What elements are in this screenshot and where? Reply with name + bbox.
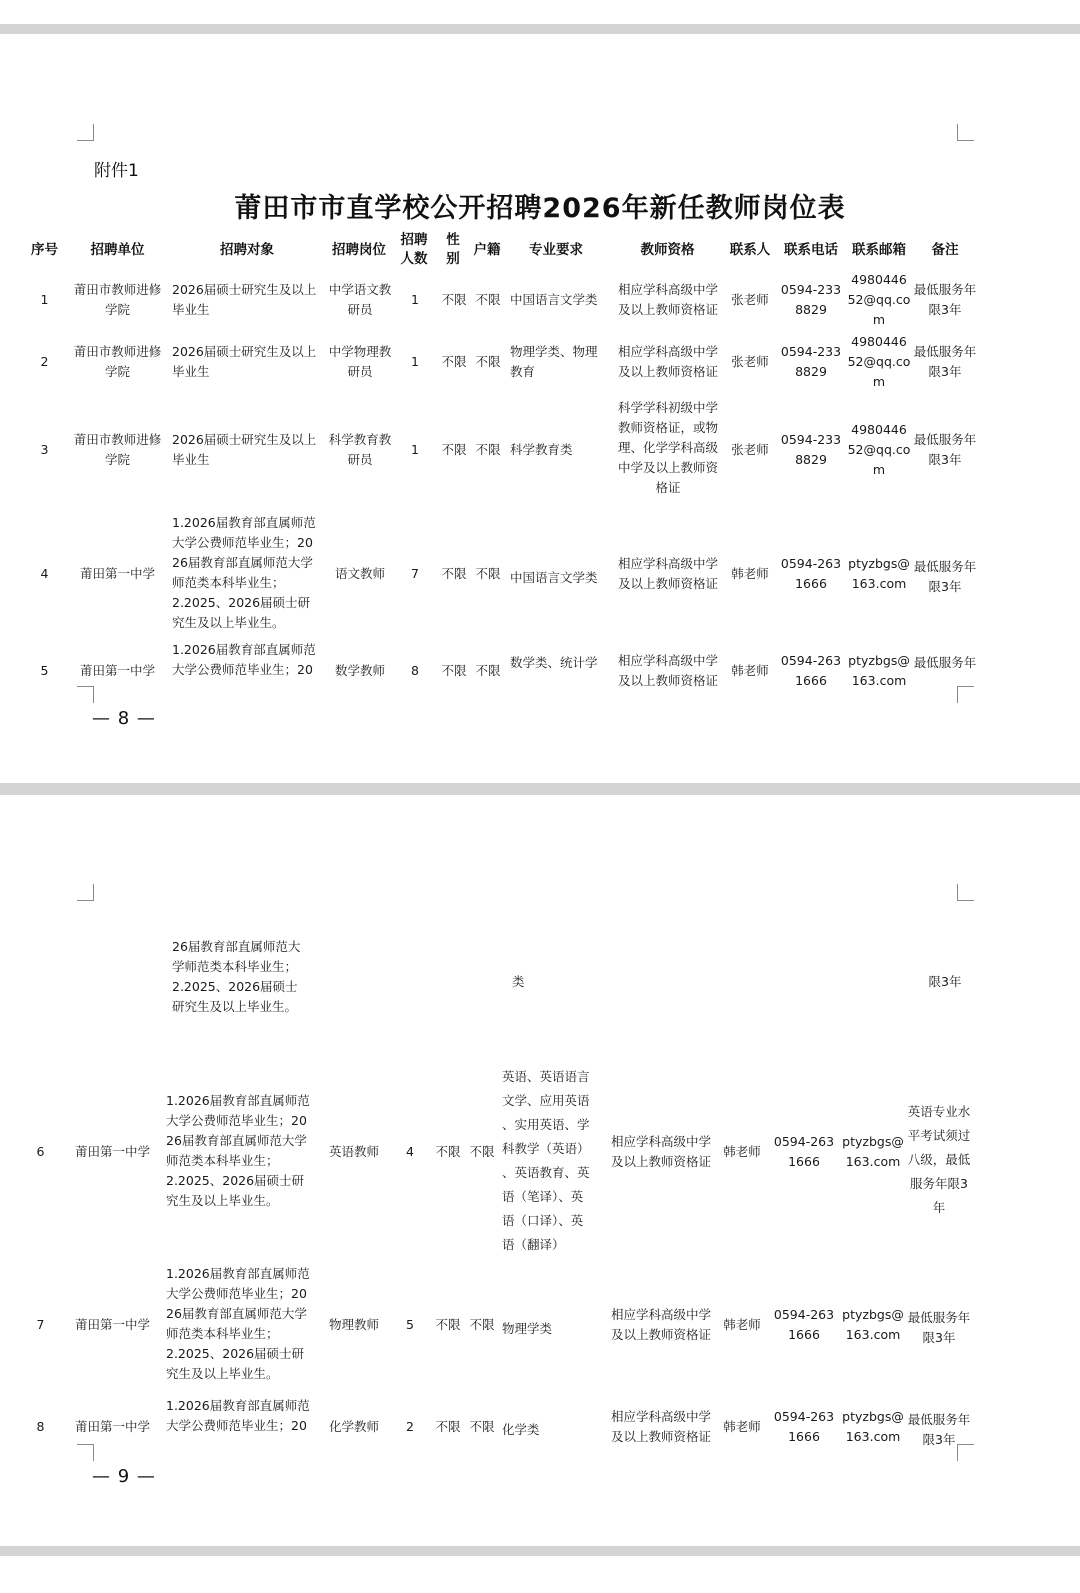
cell-major: 类 — [512, 974, 525, 989]
cell-target: 2026届硕士研究生及以上 毕业生 — [172, 432, 317, 467]
cell-target: 26届教育部直属师范大 学师范类本科毕业生； 2.2025、2026届硕士 研究生及以上毕业生。 — [172, 939, 301, 1014]
cell-major: 中国语言文学类 — [510, 570, 598, 585]
cell-contact: 韩老师 — [723, 1144, 761, 1159]
cell-target: 1.2026届教育部直属师范 大学公费师范毕业生；20 — [172, 642, 316, 677]
cell-email: ptyzbgs@ 163.com — [848, 653, 910, 688]
cell-major: 数学类、统计学 — [510, 655, 598, 670]
cell-gender: 不限 — [441, 566, 467, 581]
cell-seq: 6 — [36, 1144, 45, 1159]
cell-remark: 最低服务年 限3年 — [913, 344, 977, 379]
cell-unit: 莆田第一中学 — [79, 663, 155, 678]
cell-remark: 最低服务年 限3年 — [913, 559, 977, 594]
cell-phone: 0594-263 1666 — [780, 556, 842, 591]
cell-hukou: 不限 — [469, 1144, 495, 1159]
cell-phone: 0594-233 8829 — [780, 282, 842, 317]
header-qual: 教师资格 — [640, 242, 695, 258]
crop-mark-bottom-left — [77, 1444, 94, 1461]
attachment-label: 附件1 — [94, 161, 139, 181]
cell-target: 1.2026届教育部直属师范 大学公费师范毕业生；20 26届教育部直属师范大学 师范类本科毕业生； 2.2025、2026届硕士研 究生及以上毕业生。 — [166, 1093, 310, 1208]
cell-unit: 莆田市教师进修 学院 — [73, 432, 162, 467]
cell-unit: 莆田第一中学 — [74, 1317, 150, 1332]
cell-gender: 不限 — [435, 1317, 461, 1332]
cell-post: 中学物理教 研员 — [328, 344, 392, 379]
cell-hukou: 不限 — [469, 1317, 495, 1332]
cell-hukou: 不限 — [475, 442, 501, 457]
cell-gender: 不限 — [441, 663, 467, 678]
page-gap-bottom — [0, 1546, 1080, 1556]
cell-contact: 张老师 — [731, 442, 769, 457]
cell-email: ptyzbgs@ 163.com — [848, 556, 910, 591]
cell-hukou: 不限 — [475, 354, 501, 369]
header-gender: 性 别 — [446, 232, 460, 267]
cell-phone: 0594-263 1666 — [773, 1134, 835, 1169]
page-gap-middle — [0, 783, 1080, 795]
header-target: 招聘对象 — [220, 242, 274, 258]
cell-gender: 不限 — [441, 442, 467, 457]
cell-post: 数学教师 — [334, 663, 385, 678]
cell-qual: 科学学科初级中学 教师资格证，或物 理、化学学科高级 中学及以上教师资 格证 — [617, 400, 718, 495]
crop-mark-top-right — [957, 884, 974, 901]
cell-count: 8 — [411, 663, 419, 678]
cell-contact: 韩老师 — [731, 566, 769, 581]
cell-count: 7 — [411, 566, 419, 581]
cell-contact: 韩老师 — [723, 1419, 761, 1434]
cell-email: ptyzbgs@ 163.com — [842, 1307, 904, 1342]
cell-qual: 相应学科高级中学 及以上教师资格证 — [610, 1134, 711, 1169]
cell-gender: 不限 — [441, 292, 467, 307]
cell-gender: 不限 — [435, 1144, 461, 1159]
cell-hukou: 不限 — [475, 292, 501, 307]
cell-email: 4980446 52@qq.co m — [847, 422, 911, 477]
cell-count: 1 — [411, 354, 419, 369]
cell-unit: 莆田第一中学 — [79, 566, 155, 581]
cell-qual: 相应学科高级中学 及以上教师资格证 — [617, 344, 718, 379]
cell-gender: 不限 — [441, 354, 467, 369]
cell-target: 2026届硕士研究生及以上 毕业生 — [172, 282, 317, 317]
cell-target: 1.2026届教育部直属师范 大学公费师范毕业生；20 26届教育部直属师范大学 师范类本科毕业生； 2.2025、2026届硕士研 究生及以上毕业生。 — [172, 515, 316, 630]
cell-major: 物理学类、物理 教育 — [510, 344, 598, 379]
cell-remark: 最低服务年 限3年 — [907, 1412, 971, 1447]
cell-gender: 不限 — [435, 1419, 461, 1434]
cell-target: 1.2026届教育部直属师范 大学公费师范毕业生；20 — [166, 1398, 310, 1433]
cell-remark: 最低服务年 限3年 — [907, 1310, 971, 1345]
cell-seq: 1 — [40, 292, 49, 307]
cell-qual: 相应学科高级中学 及以上教师资格证 — [617, 653, 718, 688]
cell-major: 英语、英语语言 文学、应用英语 、实用英语、学 科教学（英语） 、英语教育、英 语（笔译）、英 语（口译）、英 语（翻译） — [502, 1069, 590, 1252]
cell-remark: 限3年 — [928, 974, 962, 989]
cell-count: 5 — [406, 1317, 414, 1332]
cell-major: 化学类 — [502, 1422, 540, 1437]
cell-email: ptyzbgs@ 163.com — [842, 1134, 904, 1169]
cell-seq: 4 — [40, 566, 49, 581]
cell-contact: 韩老师 — [731, 663, 769, 678]
cell-seq: 7 — [36, 1317, 45, 1332]
cell-post: 语文教师 — [334, 566, 385, 581]
cell-post: 中学语文教 研员 — [328, 282, 392, 317]
crop-mark-bottom-right — [957, 686, 974, 703]
page-number: — 9 — — [92, 1466, 156, 1487]
cell-count: 4 — [406, 1144, 414, 1159]
crop-mark-top-left — [77, 124, 94, 141]
crop-mark-top-right — [957, 124, 974, 141]
header-major: 专业要求 — [529, 242, 583, 258]
cell-contact: 张老师 — [731, 354, 769, 369]
cell-count: 1 — [411, 442, 419, 457]
header-seq: 序号 — [31, 242, 58, 258]
cell-email: 4980446 52@qq.co m — [847, 334, 911, 389]
cell-seq: 3 — [40, 442, 49, 457]
cell-unit: 莆田第一中学 — [74, 1419, 150, 1434]
header-hukou: 户籍 — [473, 242, 501, 258]
cell-phone: 0594-233 8829 — [780, 432, 842, 467]
cell-phone: 0594-233 8829 — [780, 344, 842, 379]
cell-qual: 相应学科高级中学 及以上教师资格证 — [610, 1307, 711, 1342]
cell-unit: 莆田第一中学 — [74, 1144, 150, 1159]
cell-phone: 0594-263 1666 — [773, 1409, 835, 1444]
cell-count: 1 — [411, 292, 419, 307]
cell-hukou: 不限 — [469, 1419, 495, 1434]
cell-unit: 莆田市教师进修 学院 — [73, 344, 162, 379]
header-post: 招聘岗位 — [332, 242, 386, 258]
header-remark: 备注 — [931, 242, 959, 258]
header-count: 招聘 人数 — [400, 232, 428, 267]
cell-seq: 5 — [40, 663, 49, 678]
crop-mark-top-left — [77, 884, 94, 901]
crop-mark-bottom-left — [77, 686, 94, 703]
cell-seq: 8 — [36, 1419, 45, 1434]
cell-major: 中国语言文学类 — [510, 292, 598, 307]
cell-qual: 相应学科高级中学 及以上教师资格证 — [610, 1409, 711, 1444]
cell-remark: 最低服务年 限3年 — [913, 432, 977, 467]
cell-major: 科学教育类 — [510, 442, 573, 457]
cell-hukou: 不限 — [475, 663, 501, 678]
cell-target: 2026届硕士研究生及以上 毕业生 — [172, 344, 317, 379]
cell-phone: 0594-263 1666 — [780, 653, 842, 688]
header-email: 联系邮箱 — [852, 242, 906, 258]
header-phone: 联系电话 — [784, 242, 838, 258]
cell-post: 科学教育教 研员 — [328, 432, 392, 467]
cell-count: 2 — [406, 1419, 414, 1434]
cell-post: 英语教师 — [328, 1144, 379, 1159]
cell-seq: 2 — [40, 354, 49, 369]
cell-post: 物理教师 — [328, 1317, 379, 1332]
cell-qual: 相应学科高级中学 及以上教师资格证 — [617, 556, 718, 591]
cell-contact: 韩老师 — [723, 1317, 761, 1332]
cell-remark: 英语专业水 平考试须过 八级，最低 服务年限3 年 — [907, 1104, 971, 1215]
cell-email: 4980446 52@qq.co m — [847, 272, 911, 327]
cell-contact: 张老师 — [731, 292, 769, 307]
header-contact: 联系人 — [729, 242, 771, 258]
page-number: — 8 — — [92, 708, 156, 729]
header-unit: 招聘单位 — [90, 242, 145, 258]
cell-phone: 0594-263 1666 — [773, 1307, 835, 1342]
cell-hukou: 不限 — [475, 566, 501, 581]
cell-major: 物理学类 — [502, 1321, 553, 1336]
cell-unit: 莆田市教师进修 学院 — [73, 282, 162, 317]
cell-remark: 最低服务年 限3年 — [913, 282, 977, 317]
cell-remark: 最低服务年 — [913, 655, 977, 670]
cell-qual: 相应学科高级中学 及以上教师资格证 — [617, 282, 718, 317]
page-gap-top — [0, 24, 1080, 34]
cell-post: 化学教师 — [328, 1419, 379, 1434]
document-title: 莆田市市直学校公开招聘2026年新任教师岗位表 — [234, 193, 846, 224]
cell-email: ptyzbgs@ 163.com — [842, 1409, 904, 1444]
cell-target: 1.2026届教育部直属师范 大学公费师范毕业生；20 26届教育部直属师范大学 师范类本科毕业生； 2.2025、2026届硕士研 究生及以上毕业生。 — [166, 1266, 310, 1381]
